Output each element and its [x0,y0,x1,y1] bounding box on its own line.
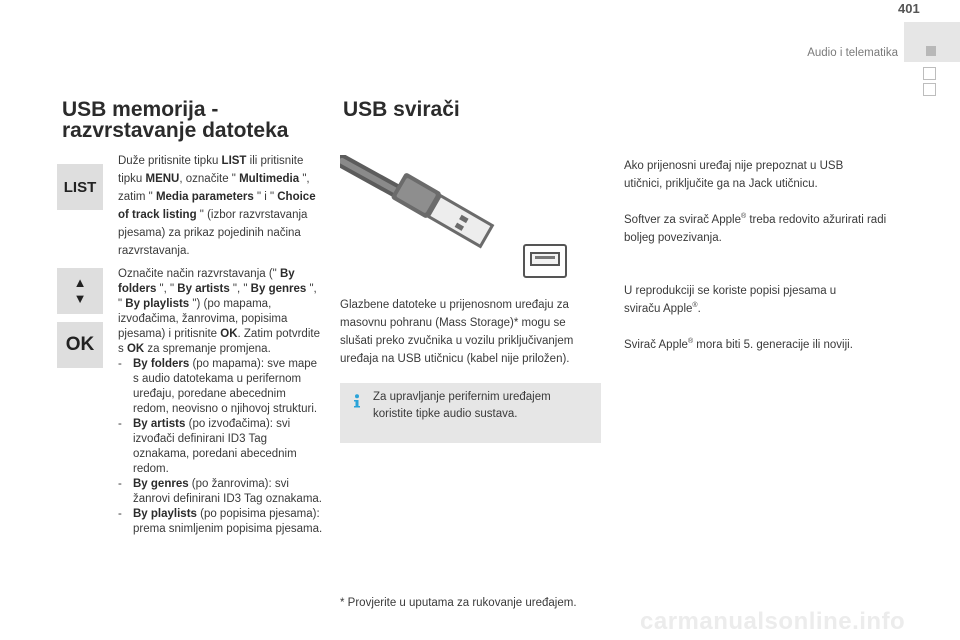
watermark: carmanualsonline.info [640,608,906,635]
down-arrow-icon: ▼ [73,291,87,306]
list-item: - By genres (po žanrovima): svi žanrovi definirani ID3 Tag oznakama. [118,477,323,507]
list-item: - By folders (po mapama): sve mape s audio datotekama u perifernom uređaju, poredane abecednim redom, neovisno o njihovoj strukturi. [118,357,323,417]
list-instruction-paragraph: Duže pritisnite tipku LIST ili pritisnite tipku MENU, označite " Multimedia ", zatim " Media parameters " i " Choice of track listing " (izbor razvrstavanja pjesama) za prikaz pojedinih načina razvrstavanja. [118,155,316,257]
up-arrow-icon: ▲ [73,275,87,290]
section-label: Audio i telematika [807,47,898,59]
list-key-icon: LIST [57,164,103,210]
page-corner-tab [904,22,960,62]
left-section-title: USB memorija - razvrstavanje datoteka [62,98,289,142]
info-icon [352,394,362,408]
side-nav-box [923,67,936,80]
jack-socket-paragraph: Ako prijenosni uređaj nije prepoznat u USB utičnici, priključite ga na Jack utičnicu. [624,160,844,190]
usb-connector-illustration [340,155,580,290]
apple-playlists-paragraph: U reprodukciji se koriste popisi pjesama u sviraču Apple®. [624,285,837,315]
list-item: - By playlists (po popisima pjesama): prema snimljenim popisima pjesama. [118,507,323,537]
ok-key-icon: OK [57,322,103,368]
up-down-arrows-key-icon [57,268,103,314]
info-note-text: Za upravljanje perifernim uređajem koristite tipke audio sustava. [373,391,551,420]
middle-section-title: USB svirači [343,98,460,121]
sort-modes-list [118,357,323,537]
list-item: - By artists (po izvođačima): svi izvođači definirani ID3 Tag oznakama, poredani abecednim redom. [118,417,323,477]
page-number: 401 [898,1,920,16]
apple-software-paragraph: Softver za svirač Apple® treba redovito ažurirati radi boljeg povezivanja. [624,213,887,244]
apple-generation-paragraph: Svirač Apple® mora biti 5. generacije ili noviji. [624,338,853,351]
sort-instruction-paragraph: Označite način razvrstavanja (" By folders ", " By artists ", " By genres ", " By playlists ") (po mapama, izvođačima, žanrovima, popisima pjesama) i pritisnite OK. Zatim potvrdite s OK za spremanje promjena. - By folders (po mapama): sve mape s audio datotekama u perifernom uređaju, poredane abecednim redom, neovisno o njihovoj strukturi. - By artists (po izvođačima): svi izvođači definirani ID3 Tag oznakama, poredani abecednim redom. - By genres (po žanrovima): svi žanrovi definirani ID3 Tag oznakama. - By playlists (po popisima pjesama): prema snimljenim popisima pjesama. [118,267,323,537]
usb-description-paragraph: Glazbene datoteke u prijenosnom uređaju za masovnu pohranu (Mass Storage)* mogu se slušati preko zvučnika u vozilu priključivanjem uređaja na USB utičnicu (kabel nije priložen). [340,299,574,365]
footnote: * Provjerite u uputama za rukovanje uređajem. [340,597,577,609]
side-nav-box [923,83,936,96]
